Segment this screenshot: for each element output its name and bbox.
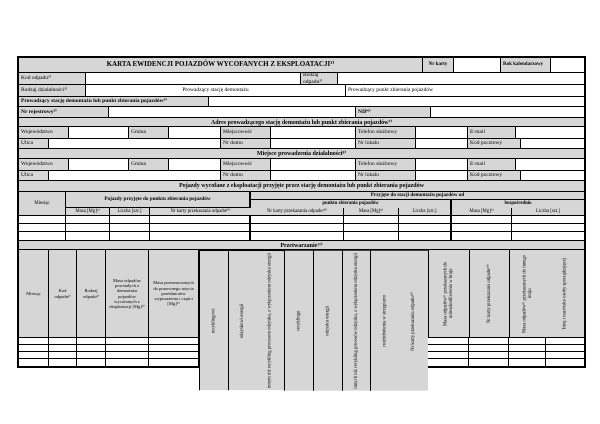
waste-type-label: Rodzaj odpadu²⁾: [301, 73, 338, 84]
phone-input[interactable]: [416, 127, 468, 138]
empty-data-cell[interactable]: [149, 345, 199, 351]
empty-data-cell[interactable]: [77, 352, 106, 358]
column-mass-generated: Masa odpadów powstałych z demontażu pojazdów wycofanych z eksploatacji [Mg]⁹⁾: [106, 250, 149, 337]
postal-code-label: Kod pocztowy: [468, 171, 521, 180]
column-count: Liczba [szt.]: [399, 208, 452, 215]
activity-type-label: Rodzaj działalności³⁾: [19, 85, 86, 96]
empty-data-cell[interactable]: [428, 345, 469, 351]
empty-data-cell[interactable]: [49, 352, 77, 358]
voivodeship-label: Województwo: [19, 127, 69, 138]
registry-number-label: Nr rejestrowy⁵⁾: [19, 107, 109, 117]
empty-data-cell[interactable]: [19, 352, 49, 358]
postal-code-input[interactable]: [521, 139, 584, 148]
address-row-1: [19, 127, 584, 139]
empty-data-cell[interactable]: [49, 359, 77, 366]
table-row: [19, 216, 584, 224]
voivodeship-input[interactable]: [69, 159, 129, 170]
card-number-label: Nr karty: [423, 58, 454, 72]
empty-data-cell[interactable]: [150, 224, 251, 231]
empty-data-cell[interactable]: [469, 352, 509, 358]
waste-code-label: Kod odpadu²⁾: [19, 73, 86, 84]
empty-data-cell[interactable]: [509, 345, 546, 351]
column-count: Liczba [szt.]: [110, 208, 150, 215]
empty-data-cell[interactable]: [509, 359, 546, 366]
empty-data-cell[interactable]: [251, 216, 344, 223]
nip-label: NIP⁶⁾: [356, 107, 431, 117]
column-recycling: recyklingu: [284, 251, 313, 391]
column-other-recovery: innych niż recykling procesów odzysku, z wyłączeniem odzysku energii: [342, 251, 370, 391]
place-section-band: Miejsce prowadzenia działalności⁸⁾: [19, 149, 584, 159]
commune-input[interactable]: [169, 127, 221, 138]
empty-data-cell[interactable]: [106, 338, 149, 344]
email-label: E-mail: [468, 159, 516, 170]
activity-type-row: [19, 85, 584, 97]
operator-input[interactable]: [209, 97, 584, 106]
house-number-label: Nr domu: [221, 171, 271, 180]
empty-data-cell[interactable]: [49, 338, 77, 344]
empty-data-cell[interactable]: [546, 345, 584, 351]
column-energy-recovery: odzysku energii: [313, 251, 342, 391]
house-number-input[interactable]: [271, 139, 356, 148]
empty-data-cell[interactable]: [110, 216, 150, 223]
empty-data-cell[interactable]: [77, 338, 106, 344]
street-input[interactable]: [49, 171, 221, 180]
apartment-number-input[interactable]: [416, 171, 468, 180]
column-mass: Masa [Mg]⁹⁾: [344, 208, 399, 215]
empty-data-cell[interactable]: [399, 216, 452, 223]
column-month: Miesiąc: [19, 250, 49, 337]
operator-label: Prowadzący stację demontażu lub punkt zbierania pojazdów⁴⁾: [19, 97, 209, 106]
card-number-input[interactable]: [454, 58, 501, 72]
empty-data-cell[interactable]: [509, 338, 546, 344]
postal-code-label: Kod pocztowy: [468, 139, 521, 148]
empty-data-cell[interactable]: [110, 224, 150, 231]
vehicle-record-form: [17, 56, 586, 389]
empty-data-cell[interactable]: [512, 216, 584, 223]
calendar-year-input[interactable]: [551, 58, 584, 72]
empty-data-cell[interactable]: [546, 359, 584, 366]
empty-data-cell[interactable]: [452, 224, 512, 231]
address-section-band: Adres prowadzącego stację demontażu lub punkt zbierania pojazdów⁷⁾: [19, 118, 584, 127]
empty-data-cell[interactable]: [344, 216, 399, 223]
commune-label: Gmina: [129, 159, 169, 170]
group-label: Pojazdy przyjęte do punktu zbierania pojazdów: [66, 192, 249, 208]
empty-data-cell[interactable]: [19, 216, 66, 223]
column-mass: Masa [Mg]⁹⁾: [66, 208, 110, 215]
empty-data-cell[interactable]: [150, 216, 251, 223]
group-transferred-in-country: [284, 250, 428, 389]
empty-data-cell[interactable]: [106, 345, 149, 351]
empty-data-cell[interactable]: [428, 338, 469, 344]
page-title: KARTA EWIDENCJI POJAZDÓW WYCOFANYCH Z EKSPLOATACJI¹⁾: [19, 58, 423, 72]
column-waste-type: Rodzaj odpadu²⁾: [77, 250, 106, 337]
option-collection-point[interactable]: Prowadzący punkt zbierania pojazdów: [348, 87, 434, 94]
group-received-collection-point: [66, 192, 251, 215]
waste-type-input[interactable]: [338, 73, 584, 84]
processing-table-header: [19, 250, 584, 389]
empty-data-cell[interactable]: [452, 232, 512, 240]
title-row: [19, 58, 584, 73]
group-label: Przyjęte do stacji demontażu pojazdów od: [251, 192, 584, 200]
empty-data-cell[interactable]: [77, 345, 106, 351]
empty-data-cell[interactable]: [469, 345, 509, 351]
house-number-label: Nr domu: [221, 139, 271, 148]
empty-data-cell[interactable]: [399, 232, 452, 240]
column-shredding: rozdrobnienia w strzępiarce: [370, 251, 399, 391]
empty-data-cell[interactable]: [546, 352, 584, 358]
empty-data-cell[interactable]: [251, 232, 344, 240]
empty-data-cell[interactable]: [428, 359, 469, 366]
empty-data-cell[interactable]: [19, 359, 49, 366]
empty-data-cell[interactable]: [512, 224, 584, 231]
column-mass: Masa [Mg]⁹⁾: [452, 208, 512, 215]
group-processed-at-station: [199, 250, 284, 389]
empty-data-cell[interactable]: [469, 359, 509, 366]
empty-data-cell[interactable]: [19, 345, 49, 351]
empty-data-cell[interactable]: [106, 359, 149, 366]
place-row-1: [19, 159, 584, 171]
column-month: Miesiąc: [19, 192, 66, 215]
vehicles-received-band: Pojazdy wycofane z eksploatacji przyjęte przez stację demontażu lub punkt zbierania pojazdów: [19, 181, 584, 192]
phone-label: Telefon służbowy: [356, 159, 416, 170]
vehicles-table-header: [19, 192, 584, 216]
voivodeship-label: Województwo: [19, 159, 69, 170]
street-label: Ulica: [19, 171, 49, 180]
street-input[interactable]: [49, 139, 221, 148]
calendar-year-label: Rok kalendarzowy: [501, 58, 551, 72]
column-recycling: recyklingowi: [199, 251, 228, 390]
column-mass-reuse: Masa przeznaczonych do ponownego użycia przedmiotów wyposażenia i części [Mg]⁹⁾: [149, 250, 199, 337]
address-row-2: [19, 139, 584, 149]
locality-label: Miejscowość: [221, 159, 271, 170]
column-transfer-card: Nr karty przekazania odpadu¹⁰⁾: [469, 250, 509, 337]
locality-input[interactable]: [271, 159, 356, 170]
empty-data-cell[interactable]: [149, 359, 199, 366]
subgroup-direct: bezpośrednio: [452, 200, 584, 208]
column-count: Liczba [szt.]: [512, 208, 584, 215]
empty-data-cell[interactable]: [428, 352, 469, 358]
column-other-recovery: innym niż recykling procesom odzysku, z wyłączeniem odzysku energii: [256, 251, 284, 390]
processing-band: Przetwarzanie¹¹⁾: [19, 240, 584, 250]
empty-data-cell[interactable]: [49, 345, 77, 351]
registry-number-input[interactable]: [109, 107, 356, 117]
operator-row: [19, 97, 584, 107]
apartment-number-label: Nr lokalu: [356, 139, 416, 148]
empty-data-cell[interactable]: [66, 216, 110, 223]
empty-data-cell[interactable]: [452, 216, 512, 223]
empty-data-cell[interactable]: [344, 232, 399, 240]
empty-data-cell[interactable]: [469, 338, 509, 344]
empty-data-cell[interactable]: [77, 359, 106, 366]
empty-data-cell[interactable]: [19, 232, 66, 240]
phone-label: Telefon służbowy: [356, 127, 416, 138]
email-input[interactable]: [516, 159, 584, 170]
empty-data-cell[interactable]: [512, 232, 584, 240]
street-label: Ulica: [19, 139, 49, 148]
empty-data-cell[interactable]: [106, 352, 149, 358]
empty-data-cell[interactable]: [19, 224, 66, 231]
nip-input[interactable]: [431, 107, 584, 117]
column-preparer-name: Imię i nazwisko osoby sporządzającej: [546, 250, 584, 337]
locality-label: Miejscowość: [221, 127, 271, 138]
phone-input[interactable]: [416, 159, 468, 170]
email-label: E-mail: [468, 127, 516, 138]
table-row: [19, 232, 584, 240]
empty-data-cell[interactable]: [399, 224, 452, 231]
group-received-dismantling: [251, 192, 584, 215]
table-row: [19, 224, 584, 232]
registry-row: [19, 107, 584, 118]
empty-data-cell[interactable]: [66, 232, 110, 240]
empty-data-cell[interactable]: [110, 232, 150, 240]
commune-label: Gmina: [129, 127, 169, 138]
waste-code-row: [19, 73, 584, 85]
waste-code-input[interactable]: [86, 73, 301, 84]
empty-data-cell[interactable]: [149, 338, 199, 344]
column-transfer-card: Nr karty przekazania odpadu¹⁰⁾: [150, 208, 251, 215]
commune-input[interactable]: [169, 159, 221, 170]
column-mass-other-country: Masa odpadów⁹⁾ przekazanych do innego kraju: [509, 250, 546, 337]
column-mass-disposal: Masa odpadów⁹⁾ przekazanych do unieszkodliwienia w kraju: [428, 250, 469, 337]
empty-data-cell[interactable]: [19, 338, 49, 344]
column-transfer-card: Nr karty przekazania odpadu¹⁰⁾: [251, 208, 344, 215]
column-waste-code: Kod odpadu²⁾: [49, 250, 77, 337]
empty-data-cell[interactable]: [149, 352, 199, 358]
empty-data-cell[interactable]: [344, 224, 399, 231]
option-dismantling-station[interactable]: Prowadzący stację demontażu: [86, 85, 346, 96]
email-input[interactable]: [516, 127, 584, 138]
postal-code-input[interactable]: [521, 171, 584, 180]
subgroup-collection-point: punktu zbierania pojazdów: [251, 200, 452, 208]
place-row-2: [19, 171, 584, 181]
empty-data-cell[interactable]: [66, 224, 110, 231]
voivodeship-input[interactable]: [69, 127, 129, 138]
column-energy-recovery: odzyskowi energii: [228, 251, 256, 390]
empty-data-cell[interactable]: [251, 224, 344, 231]
apartment-number-label: Nr lokalu: [356, 171, 416, 180]
column-transfer-card: Nr karty przekazania odpadu¹⁰⁾: [399, 251, 428, 391]
apartment-number-input[interactable]: [416, 139, 468, 148]
empty-data-cell[interactable]: [150, 232, 251, 240]
empty-data-cell[interactable]: [546, 338, 584, 344]
vehicles-table-body: [19, 216, 584, 240]
empty-data-cell[interactable]: [509, 352, 546, 358]
house-number-input[interactable]: [271, 171, 356, 180]
locality-input[interactable]: [271, 127, 356, 138]
